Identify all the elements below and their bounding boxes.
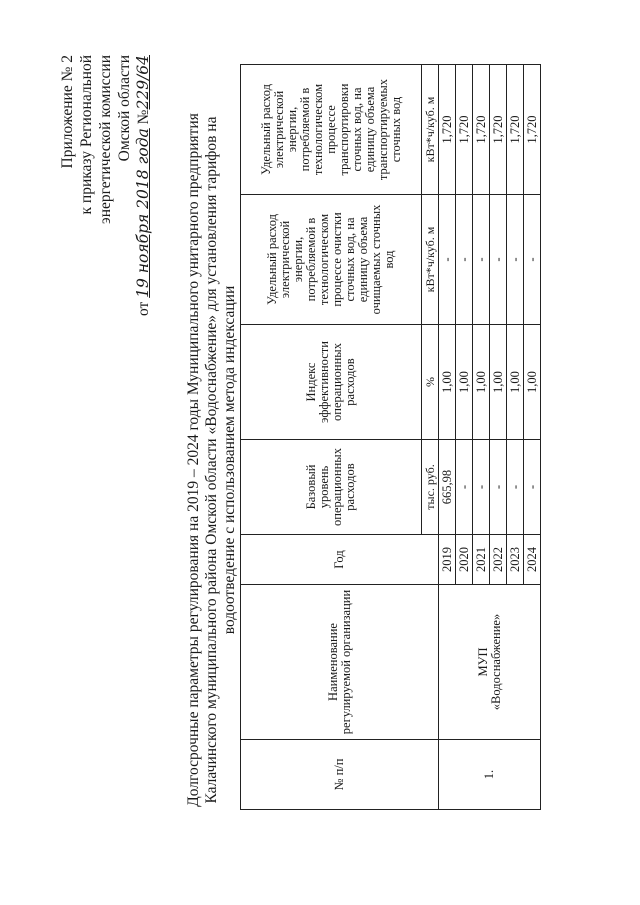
header-org: Наименование регулируемой организации	[241, 585, 439, 740]
cell-index: 1,00	[524, 325, 541, 440]
org-name	[439, 585, 541, 740]
title-line: водоотведение с использованием метода индексации	[221, 285, 238, 635]
header-base: Базовый уровень операционных расходов	[241, 440, 422, 535]
appendix-line: Омской области	[116, 55, 133, 162]
cell-transport: 1,720	[456, 65, 473, 195]
cell-index: 1,00	[456, 325, 473, 440]
appendix-date-line	[134, 55, 153, 385]
handwritten-date: 19 ноября 2018 года	[134, 128, 152, 298]
cell-transport: 1,720	[439, 65, 456, 195]
cell-index: 1,00	[439, 325, 456, 440]
cell-transport: 1,720	[507, 65, 524, 195]
number-prefix: №	[135, 109, 152, 125]
unit-transport: кВт*ч/куб. м	[422, 65, 439, 195]
cell-index: 1,00	[473, 325, 490, 440]
appendix-line: Приложение № 2	[59, 55, 76, 169]
table-row	[439, 65, 456, 810]
cell-index: 1,00	[507, 325, 524, 440]
appendix-line: энергетической комиссии	[97, 55, 114, 224]
header-num: № п/п	[241, 740, 439, 810]
appendix-block	[58, 55, 153, 385]
cell-transport: 1,720	[473, 65, 490, 195]
date-prefix: от	[135, 301, 152, 317]
title-line: Долгосрочные параметры регулирования на 2019 – 2024 годы Муниципального унитарного предприятия	[185, 113, 202, 807]
cell-year: 2020	[456, 535, 473, 585]
cell-year: 2022	[490, 535, 507, 585]
cell-year: 2024	[524, 535, 541, 585]
appendix-line: к приказу Региональной	[78, 55, 95, 215]
cell-treat: -	[456, 195, 473, 325]
org-name-line: «Водоснабжение»	[488, 613, 503, 711]
title-line: Калачинского муниципального района Омской области «Водоснабжение» для установления тарифов на	[203, 116, 220, 804]
header-index: Индекс эффективности операционных расходов	[241, 325, 422, 440]
cell-year: 2023	[507, 535, 524, 585]
unit-base: тыс. руб.	[422, 440, 439, 535]
cell-treat: -	[524, 195, 541, 325]
org-name-line: МУП	[475, 647, 490, 677]
cell-year: 2019	[439, 535, 456, 585]
header-year: Год	[241, 535, 439, 585]
handwritten-number: 229/64	[134, 55, 152, 110]
cell-treat: -	[439, 195, 456, 325]
cell-base: -	[456, 440, 473, 535]
cell-base: -	[473, 440, 490, 535]
cell-treat: -	[507, 195, 524, 325]
header-transport: Удельный расход электрической энергии, потребляемой в технологическом процессе транспортировки сточных вод, на единицу объема транспортируемых сточных вод	[241, 65, 422, 195]
cell-base: -	[524, 440, 541, 535]
cell-year: 2021	[473, 535, 490, 585]
unit-index: %	[422, 325, 439, 440]
cell-treat: -	[490, 195, 507, 325]
cell-treat: -	[473, 195, 490, 325]
parameters-table	[240, 64, 541, 810]
row-number: 1.	[439, 740, 541, 810]
cell-transport: 1,720	[490, 65, 507, 195]
unit-treat: кВт*ч/куб. м	[422, 195, 439, 325]
cell-index: 1,00	[490, 325, 507, 440]
cell-base: -	[490, 440, 507, 535]
cell-base: -	[507, 440, 524, 535]
cell-base: 665,98	[439, 440, 456, 535]
cell-transport: 1,720	[524, 65, 541, 195]
header-treat: Удельный расход электрической энергии, потребляемой в технологическом процессе очистки сточных вод, на единицу объема очищаемых сточных вод	[241, 195, 422, 325]
document-title	[185, 25, 239, 895]
